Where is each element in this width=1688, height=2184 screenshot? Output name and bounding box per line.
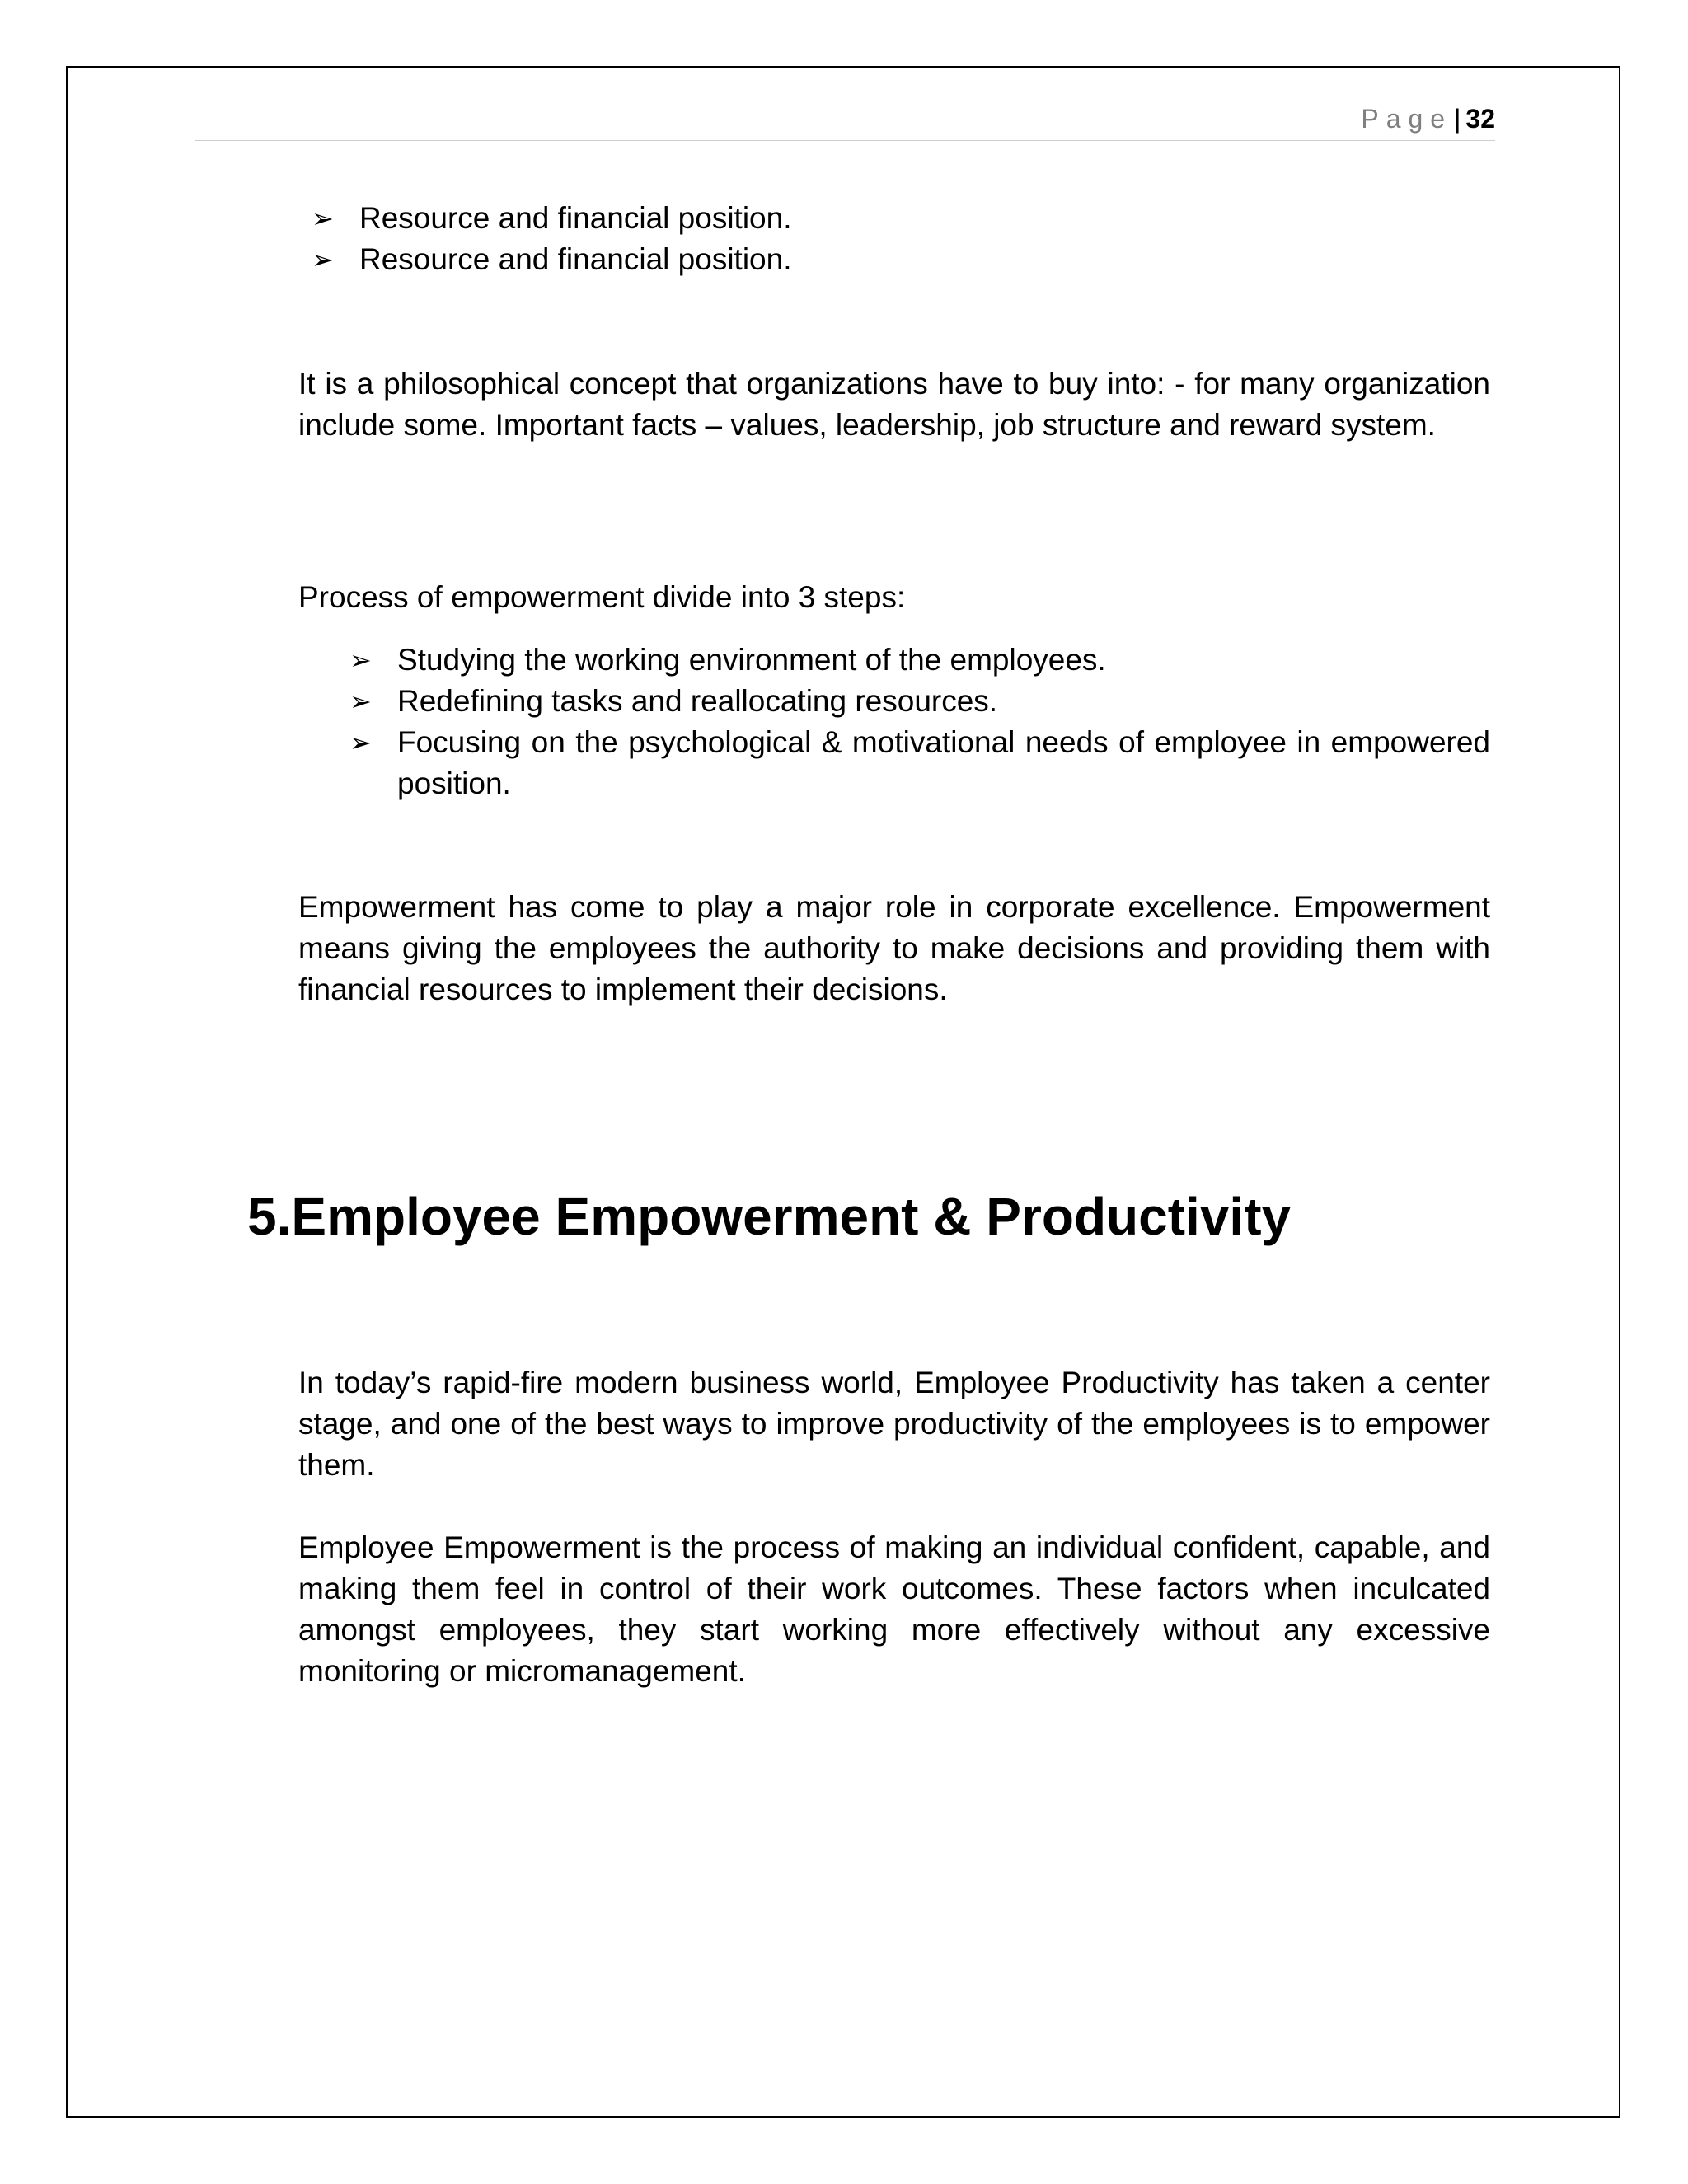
list-item xyxy=(312,198,1482,239)
arrowhead-bullet-icon: ➢ xyxy=(312,204,334,233)
list-item xyxy=(349,722,1490,804)
page-number: 32 xyxy=(1465,104,1495,134)
process-steps-list xyxy=(349,640,1490,804)
list-item-text: Resource and financial position. xyxy=(359,201,792,235)
paragraph-empowerment-role: Empowerment has come to play a major role in corporate excellence. Empowerment means giving the employees the authority to make decisions and providing them with financial resources to implement their decisions. xyxy=(298,890,1490,1006)
process-intro: Process of empowerment divide into 3 steps: xyxy=(298,580,906,614)
top-bullet-list xyxy=(312,198,1482,280)
list-item-text: Resource and financial position. xyxy=(359,242,792,276)
list-item xyxy=(349,640,1490,681)
arrowhead-bullet-icon: ➢ xyxy=(349,728,372,757)
paragraph-productivity: In today’s rapid-fire modern business world, Employee Productivity has taken a center stage, and one of the best ways to improve productivity of the employees is to empower them. xyxy=(298,1366,1490,1482)
section-heading xyxy=(247,1183,1291,1249)
page-label: Page xyxy=(1361,104,1453,134)
arrowhead-bullet-icon: ➢ xyxy=(349,687,372,716)
section-number: 5. xyxy=(247,1187,292,1246)
paragraph-philosophy: It is a philosophical concept that organizations have to buy into: - for many organization include some. Important facts – values, leadership, job structure and reward system. xyxy=(298,367,1490,442)
page-separator: | xyxy=(1454,104,1461,134)
paragraph-definition: Employee Empowerment is the process of making an individual confident, capable, and making them feel in control of their work outcomes. These factors when inculcated amongst employees, they start working more effectively without any excessive monitoring or micromanagement. xyxy=(298,1530,1490,1688)
arrowhead-bullet-icon: ➢ xyxy=(349,645,372,675)
section-title: Employee Empowerment & Productivity xyxy=(291,1187,1292,1246)
list-item xyxy=(312,239,1482,280)
arrowhead-bullet-icon: ➢ xyxy=(312,245,334,274)
list-item-text: Focusing on the psychological & motivational needs of employee in empowered position. xyxy=(397,725,1490,800)
list-item-text: Studying the working environment of the employees. xyxy=(397,643,1106,677)
list-item xyxy=(349,681,1490,722)
list-item-text: Redefining tasks and reallocating resources. xyxy=(397,684,998,718)
